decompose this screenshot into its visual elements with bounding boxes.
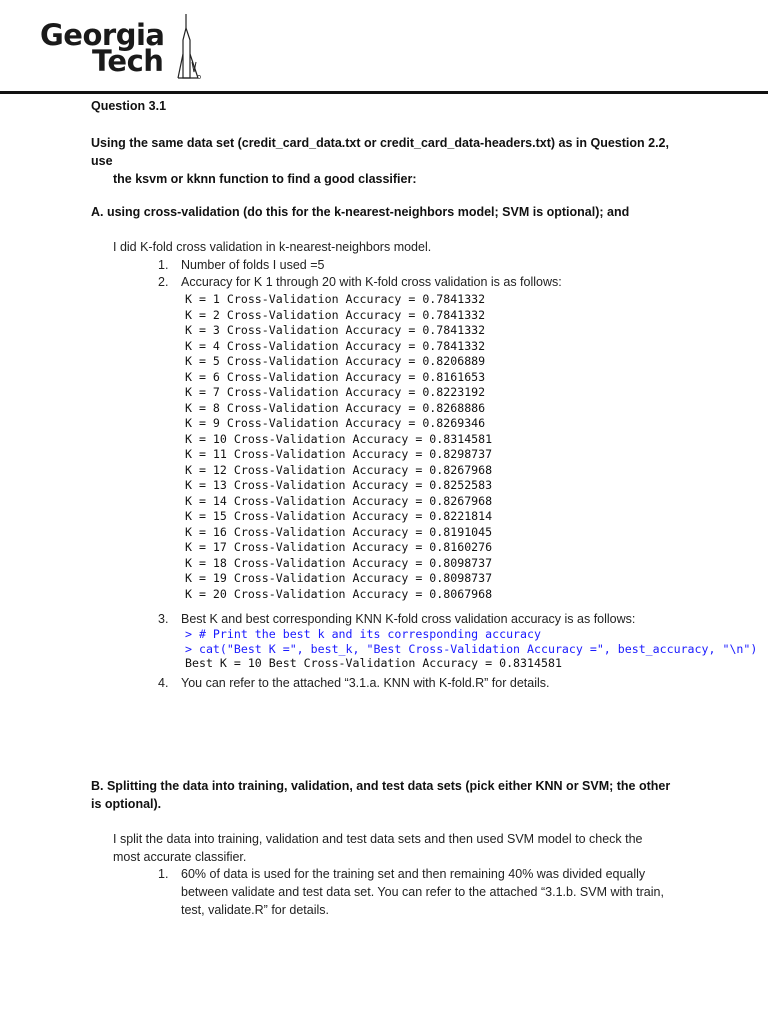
section-b-heading-line-2: is optional). [91,797,162,811]
section-b-paragraph-line-1: I split the data into training, validation and test data sets and then used SVM model to check the [113,832,643,846]
section-a-item-3 [158,610,688,628]
cv-result-row: K = 15 Cross-Validation Accuracy = 0.8221814 [185,509,493,523]
cv-result-row: K = 6 Cross-Validation Accuracy = 0.8161653 [185,369,486,384]
section-b-paragraph-line-2: most accurate classifier. [113,850,247,864]
question-intro [91,134,691,188]
georgia-tech-logo [40,18,165,78]
cv-result-row: K = 14 Cross-Validation Accuracy = 0.8267968 [185,493,493,508]
code-comment-line: > # Print the best k and its corresponding accuracy [185,627,541,641]
cv-result-row: K = 4 Cross-Validation Accuracy = 0.7841332 [185,338,486,353]
item-number: 3. [158,612,169,626]
cv-result-row: K = 17 Cross-Validation Accuracy = 0.8160276 [185,540,493,554]
item-text: You can refer to the attached “3.1.a. KNN with K-fold.R” for details. [181,676,550,690]
section-a-heading: A. using cross-validation (do this for the k-nearest-neighbors model; SVM is optional); and [91,205,630,219]
code-output-line: Best K = 10 Best Cross-Validation Accuracy = 0.8314581 [185,656,562,670]
item-number: 1. [158,258,169,272]
page-header [0,0,768,96]
header-divider [0,91,768,94]
item-number: 2. [158,275,169,289]
cv-result-row: K = 1 Cross-Validation Accuracy = 0.7841332 [185,292,486,306]
cv-result-row: K = 16 Cross-Validation Accuracy = 0.8191045 [185,524,493,539]
item-text-line-1: 60% of data is used for the training set and then remaining 40% was divided equally [181,867,646,881]
cv-result-row: K = 20 Cross-Validation Accuracy = 0.8067968 [185,586,493,601]
item-text: Number of folds I used =5 [181,258,325,272]
cv-result-row: K = 10 Cross-Validation Accuracy = 0.8314581 [185,431,493,446]
item-text: Best K and best corresponding KNN K-fold cross validation accuracy is as follows: [181,612,636,626]
section-a-paragraph: I did K-fold cross validation in k-nearest-neighbors model. [113,240,432,254]
section-a-item-1 [158,256,688,274]
cv-result-row: K = 18 Cross-Validation Accuracy = 0.8098737 [185,555,493,570]
cv-result-row: K = 9 Cross-Validation Accuracy = 0.8269346 [185,416,486,430]
cv-result-row: K = 3 Cross-Validation Accuracy = 0.7841332 [185,323,486,337]
cv-result-row: K = 12 Cross-Validation Accuracy = 0.8267968 [185,462,493,477]
cv-result-row: K = 11 Cross-Validation Accuracy = 0.8298737 [185,447,493,461]
section-b-heading [91,777,691,813]
logo-line-tech: Tech [92,44,164,78]
section-b-item-1 [158,865,688,919]
section-b-heading-line-1: B. Splitting the data into training, validation, and test data sets (pick either KNN or SVM; the other [91,779,671,793]
cv-result-row: K = 13 Cross-Validation Accuracy = 0.8252583 [185,478,493,492]
section-b-paragraph [113,830,693,866]
item-number: 4. [158,676,169,690]
item-text: Accuracy for K 1 through 20 with K-fold cross validation is as follows: [181,275,562,289]
cv-result-row: K = 8 Cross-Validation Accuracy = 0.8268886 [185,400,486,415]
logo-line-georgia: Georgia [40,18,165,52]
item-text-line-3: test, validate.R” for details. [181,903,329,917]
item-number: 1. [158,867,169,881]
section-a-item-4 [158,674,688,692]
cv-result-row: K = 5 Cross-Validation Accuracy = 0.8206889 [185,354,486,368]
section-a-item-2 [158,273,688,291]
cv-results-output [185,292,492,602]
code-cat-line: > cat("Best K =", best_k, "Best Cross-Validation Accuracy =", best_accuracy, "\n") [185,642,758,656]
item-text-line-2: between validate and test data set. You can refer to the attached “3.1.b. SVM with train, [181,885,664,899]
cv-result-row: K = 2 Cross-Validation Accuracy = 0.7841332 [185,307,486,322]
tech-tower-icon [176,14,202,82]
intro-line-2: the ksvm or kknn function to find a good classifier: [113,172,417,186]
intro-line-1: Using the same data set (credit_card_data.txt or credit_card_data-headers.txt) as in Question 2.2, use [91,136,669,168]
cv-result-row: K = 19 Cross-Validation Accuracy = 0.8098737 [185,571,493,585]
question-title: Question 3.1 [91,99,167,113]
cv-result-row: K = 7 Cross-Validation Accuracy = 0.8223192 [185,385,486,399]
item-text [181,865,681,919]
